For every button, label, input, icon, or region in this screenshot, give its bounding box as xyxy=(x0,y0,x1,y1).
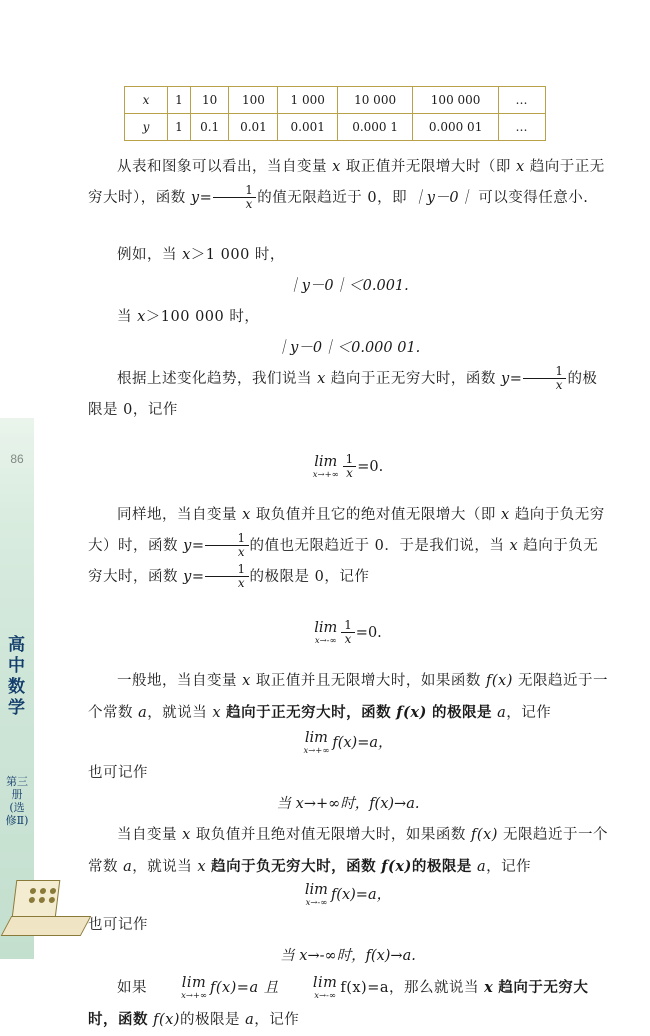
table-cell-y-2: 0.01 xyxy=(229,114,278,141)
page-number: 86 xyxy=(10,452,24,466)
limit-op-text: lim xyxy=(304,881,328,898)
spine-subtitle-text: 第三册(选修Ⅱ) xyxy=(5,775,29,827)
p3-var-x: x xyxy=(137,309,146,325)
p8-text-d: ，就说当 xyxy=(132,859,193,875)
paragraph-limit-plus-infinity xyxy=(88,364,608,426)
p1-equals: = xyxy=(199,190,213,206)
limit-operator xyxy=(305,883,328,907)
formula-abs-less-000001: ｜y－0｜＜0.000 01. xyxy=(275,340,421,356)
formula-abs-less-0001: ｜y－0｜＜0.001. xyxy=(287,278,409,294)
fraction-numerator: 1 xyxy=(555,363,564,378)
limit-subscript: x→+∞ xyxy=(181,990,207,1001)
limit-op-text: lim xyxy=(314,453,338,470)
p10-fx: f(x) xyxy=(153,1012,180,1028)
table-cell-y-4: 0.000 1 xyxy=(337,114,412,141)
fraction-numerator: 1 xyxy=(237,530,246,545)
table-cell-y-5: 0.000 01 xyxy=(413,114,499,141)
table-row-label-y: y xyxy=(125,114,168,141)
p4-text-b: 趋向于正无穷大时，函数 xyxy=(330,371,496,387)
p1-var-x2: x xyxy=(516,159,525,175)
p8-const-a3: a xyxy=(477,859,487,875)
limit-op-text: lim xyxy=(314,619,338,636)
p8-text-g: ，记作 xyxy=(486,859,532,875)
limit-subscript: x→-∞ xyxy=(314,990,336,1001)
limit-subscript: x→+∞ xyxy=(303,745,330,756)
p10-text-f: ，记作 xyxy=(254,1012,300,1028)
p6-const-a: a xyxy=(138,705,148,721)
table-cell-x-5: 100 000 xyxy=(413,87,499,114)
formula-limit-plus-infinity xyxy=(88,452,608,483)
spine-subtitle xyxy=(4,775,30,827)
p6-text-d: ，就说当 xyxy=(147,705,208,721)
p5-var-x3: x xyxy=(509,538,519,554)
p10-text-e: 的极限是 xyxy=(179,1012,240,1028)
p8-text-f: 的极限是 xyxy=(411,858,472,875)
fraction-numerator: 1 xyxy=(237,561,246,576)
p8-text-a: 当自变量 xyxy=(117,827,177,843)
p10-text-d: 趋向于无穷大时，函数 xyxy=(88,979,589,1028)
formula-tail: =0. xyxy=(357,459,384,475)
limit-subscript: x→+∞ xyxy=(312,469,339,480)
paragraph-also-written-2 xyxy=(88,910,608,972)
fraction-one-over-x xyxy=(343,453,357,481)
p5-equals: = xyxy=(191,538,205,554)
fraction-denominator: x xyxy=(343,466,357,480)
p6-fx: f(x) xyxy=(486,673,513,689)
fraction-denominator: x xyxy=(523,378,566,392)
p5-text-b: 取负值并且它的绝对值无限增大（即 xyxy=(255,507,496,523)
paragraph-intro xyxy=(88,152,608,214)
table-cell-x-1: 10 xyxy=(190,87,229,114)
formula-general-minus xyxy=(88,880,608,911)
fraction-one-over-x xyxy=(205,532,248,560)
fraction-numerator: 1 xyxy=(245,182,254,197)
p4-text-a: 根据上述变化趋势，我们说当 xyxy=(117,371,312,387)
p8-fx2: f(x) xyxy=(381,858,412,875)
table-cell-y-3: 0.001 xyxy=(278,114,338,141)
spine-title-text: 高中数学 xyxy=(8,635,26,718)
table-cell-y-6: … xyxy=(499,114,546,141)
p8-const-a: a xyxy=(123,859,133,875)
p8-text-b: 取负值并且绝对值无限增大时，如果函数 xyxy=(195,827,466,843)
fraction-denominator: x xyxy=(205,576,248,590)
p5-equals-2: = xyxy=(191,569,205,585)
p5-var-y2: y xyxy=(183,569,192,585)
p8-text-e: 趋向于负无穷大时，函数 xyxy=(211,858,377,875)
p9-text: 也可记作 xyxy=(88,917,148,933)
p1-text-b: 取正值并无限增大时（即 xyxy=(345,159,511,175)
fraction-denominator: x xyxy=(205,545,248,559)
formula-arrow-minus: 当 x→-∞时，f(x)→a. xyxy=(280,948,416,964)
table-cell-x-2: 100 xyxy=(229,87,278,114)
p6-text-e: 趋向于正无穷大时，函数 xyxy=(226,704,392,721)
p8-var-x: x xyxy=(182,827,191,843)
fraction-one-over-x xyxy=(523,365,566,393)
p6-var-x: x xyxy=(242,673,251,689)
p5-text-c: 趋向于负无穷大）时，函数 xyxy=(88,507,605,554)
formula-tail: =0. xyxy=(355,625,382,641)
values-table xyxy=(124,86,546,141)
paragraph-general-minus xyxy=(88,820,608,883)
p1-text-c: 趋向于正无穷大时），函数 xyxy=(88,159,605,206)
p4-equals: = xyxy=(509,371,523,387)
fraction-one-over-x xyxy=(213,184,256,212)
limit-op-text: lim xyxy=(312,974,338,991)
p6-const-a3: a xyxy=(497,705,507,721)
p8-fx: f(x) xyxy=(471,827,498,843)
p8-text-c: 无限趋近于一个常数 xyxy=(88,827,608,875)
p5-var-x: x xyxy=(242,507,251,523)
p1-absolute-expr: ｜y－0｜ xyxy=(412,190,474,206)
p1-var-x: x xyxy=(332,159,341,175)
p2-text-a: 例如，当 xyxy=(117,247,177,263)
laptop-illustration xyxy=(6,880,91,952)
p5-text-d: 的值也无限趋近于 0．于是我们说，当 xyxy=(249,538,505,554)
table-cell-x-3: 1 000 xyxy=(278,87,338,114)
p5-var-y: y xyxy=(183,538,192,554)
spine-title xyxy=(2,635,32,719)
p10-text-c: f(x)=a，那么就说当 xyxy=(340,980,480,996)
table-cell-x-0: 1 xyxy=(168,87,191,114)
p5-text-e: 趋向于负无穷大时，函数 xyxy=(88,538,599,585)
p10-var-x: x xyxy=(484,979,494,996)
table-cell-x-4: 10 000 xyxy=(337,87,412,114)
limit-subscript: x→-∞ xyxy=(305,897,328,908)
p10-text-b: f(x)=a 且 xyxy=(209,980,279,996)
p3-text-b: ＞100 000 时， xyxy=(145,309,260,325)
p5-text-f: 的极限是 0，记作 xyxy=(249,569,370,585)
limit-operator xyxy=(284,976,338,1000)
p4-text-c: 的极限是 0，记作 xyxy=(88,371,598,418)
formula-arrow-plus: 当 x→+∞时，f(x)→a. xyxy=(276,796,420,812)
fraction-one-over-x xyxy=(205,563,248,591)
table-row-label-x: x xyxy=(125,87,168,114)
formula-body: f(x)=a， xyxy=(330,887,392,903)
fraction-denominator: x xyxy=(213,197,256,211)
formula-limit-minus-infinity xyxy=(88,618,608,649)
p4-var-x: x xyxy=(317,371,326,387)
limit-operator xyxy=(314,621,337,645)
p4-var-y: y xyxy=(501,371,510,387)
table-row xyxy=(125,114,546,141)
paragraph-general-plus xyxy=(88,666,608,729)
p2-var-x: x xyxy=(182,247,191,263)
p5-text-a: 同样地，当自变量 xyxy=(117,507,237,523)
p1-var-y: y xyxy=(190,190,200,206)
paragraph-limit-minus-infinity xyxy=(88,500,608,593)
limit-op-text: lim xyxy=(304,729,328,746)
laptop-keys-icon xyxy=(28,888,61,910)
paragraph-also-written-1 xyxy=(88,758,608,820)
p6-var-x2: x xyxy=(212,705,222,721)
limit-op-text: lim xyxy=(181,974,207,991)
laptop-base-icon xyxy=(1,916,92,936)
paragraph-limit-infinity xyxy=(88,972,608,1036)
p6-text-c: 无限趋近于一个常数 xyxy=(88,673,608,721)
fraction-denominator: x xyxy=(341,632,355,646)
laptop-screen-icon xyxy=(12,880,61,918)
formula-body: f(x)=a， xyxy=(332,735,393,751)
table-cell-y-0: 1 xyxy=(168,114,191,141)
paragraph-example-1 xyxy=(88,240,608,302)
p1-text-a: 从表和图象可以看出，当自变量 xyxy=(117,159,327,175)
p8-var-x2: x xyxy=(197,859,207,875)
p10-text-a: 如果 xyxy=(117,980,147,996)
p1-text-e: 可以变得任意小. xyxy=(478,190,589,206)
fraction-numerator: 1 xyxy=(344,617,352,632)
limit-operator xyxy=(152,976,207,1000)
p10-const-a: a xyxy=(245,1012,255,1028)
p6-text-f: 的极限是 xyxy=(432,704,492,721)
p6-text-b: 取正值并且无限增大时，如果函数 xyxy=(255,673,481,689)
formula-general-plus xyxy=(88,728,608,759)
p5-var-x2: x xyxy=(501,507,510,523)
p3-text-a: 当 xyxy=(117,309,132,325)
limit-operator xyxy=(304,731,330,755)
table-cell-x-6: … xyxy=(499,87,546,114)
paragraph-example-2 xyxy=(88,302,608,364)
fraction-numerator: 1 xyxy=(345,451,354,466)
p7-text: 也可记作 xyxy=(88,765,148,781)
fraction-one-over-x xyxy=(341,619,355,647)
p6-fx2: f(x) xyxy=(396,704,427,721)
limit-operator xyxy=(313,455,339,479)
p6-text-g: ，记作 xyxy=(506,705,552,721)
p2-text-b: ＞1 000 时， xyxy=(190,247,285,263)
p6-text-a: 一般地，当自变量 xyxy=(117,673,237,689)
table-row xyxy=(125,87,546,114)
p1-text-d: 的值无限趋近于 0，即 xyxy=(257,190,408,206)
table-cell-y-1: 0.1 xyxy=(190,114,229,141)
limit-subscript: x→-∞ xyxy=(314,635,337,646)
